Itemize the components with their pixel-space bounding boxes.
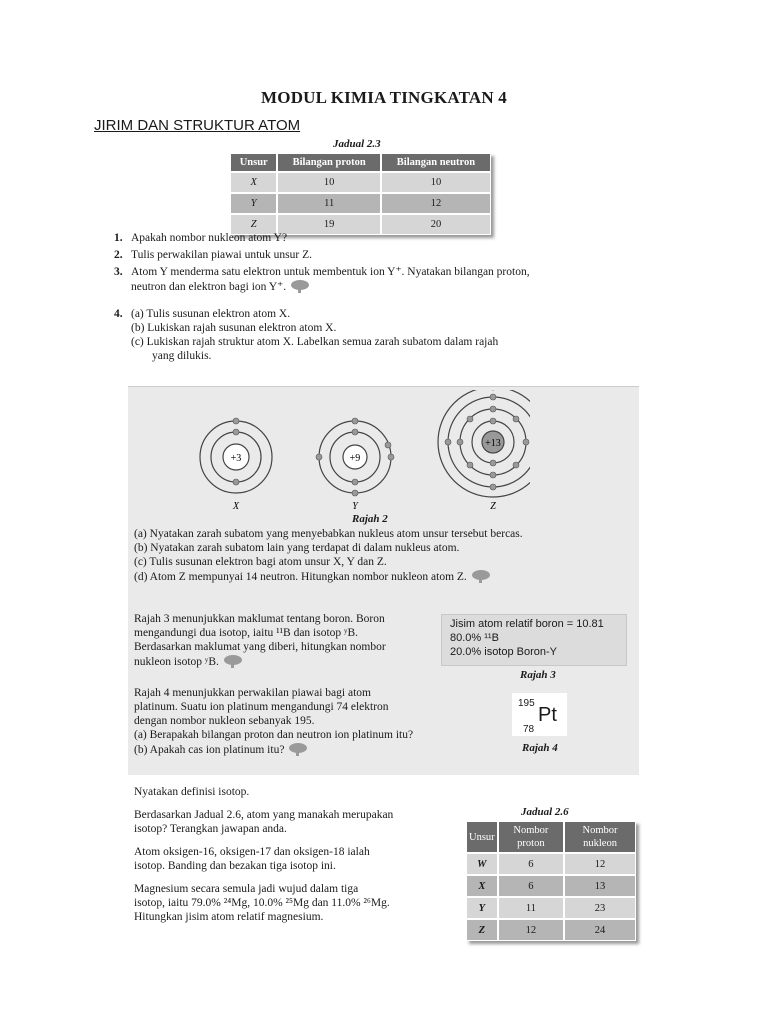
rajah-3-question	[134, 612, 386, 669]
table-row	[466, 875, 636, 897]
question-text: Berdasarkan Jadual 2.6, atom yang manakah merupakan	[134, 809, 394, 821]
boron-info-box	[441, 614, 627, 666]
question-number: 3.	[114, 266, 123, 278]
question-text: Rajah 3 menunjukkan maklumat tentang boron. Boron	[134, 613, 385, 625]
table-cell: 12	[564, 853, 636, 875]
atom-z-label: Z	[490, 501, 496, 512]
question-text: (a) Berapakah bilangan proton dan neutron ion platinum itu?	[134, 729, 414, 741]
question-text: neutron dan elektron bagi ion Y⁺.	[131, 281, 287, 293]
table-cell: 20	[381, 214, 491, 235]
table-cell: 10	[277, 172, 381, 193]
question-number: 1.	[114, 232, 123, 244]
rajah-4-caption: Rajah 4	[522, 742, 558, 754]
boron-line: 20.0% isotop Boron-Y	[450, 646, 558, 658]
rajah-2-questions	[134, 527, 523, 584]
rajah-2-atom-diagrams	[190, 390, 530, 515]
table-cell: 10	[381, 172, 491, 193]
question-text: Apakah nombor nukleon atom Y?	[131, 232, 288, 244]
question-text: (b) Lukiskan rajah susunan elektron atom X.	[131, 322, 337, 334]
question-text: (a) Tulis susunan elektron atom X.	[131, 308, 291, 320]
question-text: nukleon isotop ʸB.	[134, 656, 219, 668]
atom-z-nucleus: +13	[485, 438, 501, 449]
table-cell: Z	[466, 919, 498, 941]
section-subtitle: JIRIM DAN STRUKTUR ATOM	[94, 117, 301, 134]
isotope-table-question	[134, 808, 393, 836]
question-text: Rajah 4 menunjukkan perwakilan piawai bagi atom	[134, 687, 371, 699]
table-cell: X	[230, 172, 277, 193]
table-cell: Y	[230, 193, 277, 214]
rajah-3-caption: Rajah 3	[520, 669, 556, 681]
question-text: mengandungi dua isotop, iaitu ¹¹B dan isotop ʸB.	[134, 627, 359, 639]
table-cell: 6	[498, 853, 564, 875]
table-header: Unsur	[466, 821, 498, 853]
table-cell: X	[466, 875, 498, 897]
table-cell: W	[466, 853, 498, 875]
question-text: (b) Apakah cas ion platinum itu?	[134, 744, 285, 756]
brain-cloud-icon	[289, 279, 311, 293]
question-number: 2.	[114, 249, 123, 261]
question-text: Hitungkan jisim atom relatif magnesium.	[134, 911, 324, 923]
platinum-notation	[512, 693, 567, 736]
question-4	[114, 307, 498, 363]
table-row	[466, 897, 636, 919]
mass-number: 195	[518, 698, 535, 709]
table-cell: 13	[564, 875, 636, 897]
table-header: Nombor nukleon	[564, 821, 636, 853]
question-text: Tulis perwakilan piawai untuk unsur Z.	[131, 249, 313, 261]
brain-cloud-icon	[470, 569, 492, 583]
table-23	[230, 153, 491, 235]
table-cell: Z	[230, 214, 277, 235]
table-cell: Y	[466, 897, 498, 919]
table-cell: 23	[564, 897, 636, 919]
atom-x-label: X	[232, 501, 240, 512]
question-text: (b) Nyatakan zarah subatom lain yang terdapat di dalam nukleus atom.	[134, 542, 460, 554]
table-header: Bilangan proton	[277, 153, 381, 172]
question-text: (a) Nyatakan zarah subatom yang menyebabkan nukleus atom unsur tersebut bercas.	[134, 528, 523, 540]
atomic-number: 78	[523, 724, 535, 735]
table-row	[466, 853, 636, 875]
table-26	[466, 821, 636, 941]
question-text: Atom oksigen-16, oksigen-17 dan oksigen-18 ialah	[134, 846, 370, 858]
question-text: isotop. Banding dan bezakan tiga isotop ini.	[134, 860, 336, 872]
question-number: 4.	[114, 308, 123, 320]
question-text: isotop, iaitu 79.0% ²⁴Mg, 10.0% ²⁵Mg dan 11.0% ²⁶Mg.	[134, 897, 390, 909]
table-26-caption: Jadual 2.6	[521, 806, 569, 818]
question-text: Berdasarkan maklumat yang diberi, hitungkan nombor	[134, 641, 386, 653]
table-cell: 12	[498, 919, 564, 941]
atom-x-nucleus: +3	[230, 453, 242, 464]
question-text: dengan nombor nukleon sebanyak 195.	[134, 715, 315, 727]
table-cell: 12	[381, 193, 491, 214]
page-title: MODUL KIMIA TINGKATAN 4	[261, 88, 507, 107]
question-text: (d) Atom Z mempunyai 14 neutron. Hitungkan nombor nukleon atom Z.	[134, 571, 467, 583]
question-text: (c) Lukiskan rajah struktur atom X. Labelkan semua zarah subatom dalam rajah	[131, 336, 499, 348]
table-header: Unsur	[230, 153, 277, 172]
isotope-definition-question: Nyatakan definisi isotop.	[134, 786, 250, 798]
question-text: platinum. Suatu ion platinum mengandungi 74 elektron	[134, 701, 389, 713]
question-3	[114, 265, 530, 294]
question-2	[114, 248, 312, 262]
magnesium-question	[134, 882, 390, 924]
table-row	[466, 919, 636, 941]
atom-y-nucleus: +9	[349, 453, 361, 464]
brain-cloud-icon	[222, 654, 244, 668]
boron-line: 80.0% ¹¹B	[450, 632, 499, 644]
table-cell: 19	[277, 214, 381, 235]
rajah-4-question	[134, 686, 413, 757]
table-cell: 6	[498, 875, 564, 897]
table-header: Nombor proton	[498, 821, 564, 853]
boron-line: Jisim atom relatif boron = 10.81	[450, 618, 604, 630]
table-row	[230, 193, 491, 214]
question-text: isotop? Terangkan jawapan anda.	[134, 823, 287, 835]
question-text: (c) Tulis susunan elektron bagi atom unsur X, Y dan Z.	[134, 556, 387, 568]
table-cell: 11	[498, 897, 564, 919]
question-1	[114, 231, 287, 245]
table-cell: 24	[564, 919, 636, 941]
table-row	[230, 172, 491, 193]
brain-cloud-icon	[287, 742, 309, 756]
rajah-2-caption: Rajah 2	[352, 513, 388, 525]
table-23-caption: Jadual 2.3	[333, 138, 381, 150]
table-header: Bilangan neutron	[381, 153, 491, 172]
atom-y-label: Y	[352, 501, 358, 512]
question-text: Magnesium secara semula jadi wujud dalam tiga	[134, 883, 359, 895]
element-symbol: Pt	[538, 704, 557, 726]
question-text: yang dilukis.	[152, 350, 212, 362]
table-cell: 11	[277, 193, 381, 214]
oxygen-isotope-question	[134, 845, 370, 873]
question-text: Atom Y menderma satu elektron untuk membentuk ion Y⁺. Nyatakan bilangan proton,	[131, 266, 530, 278]
